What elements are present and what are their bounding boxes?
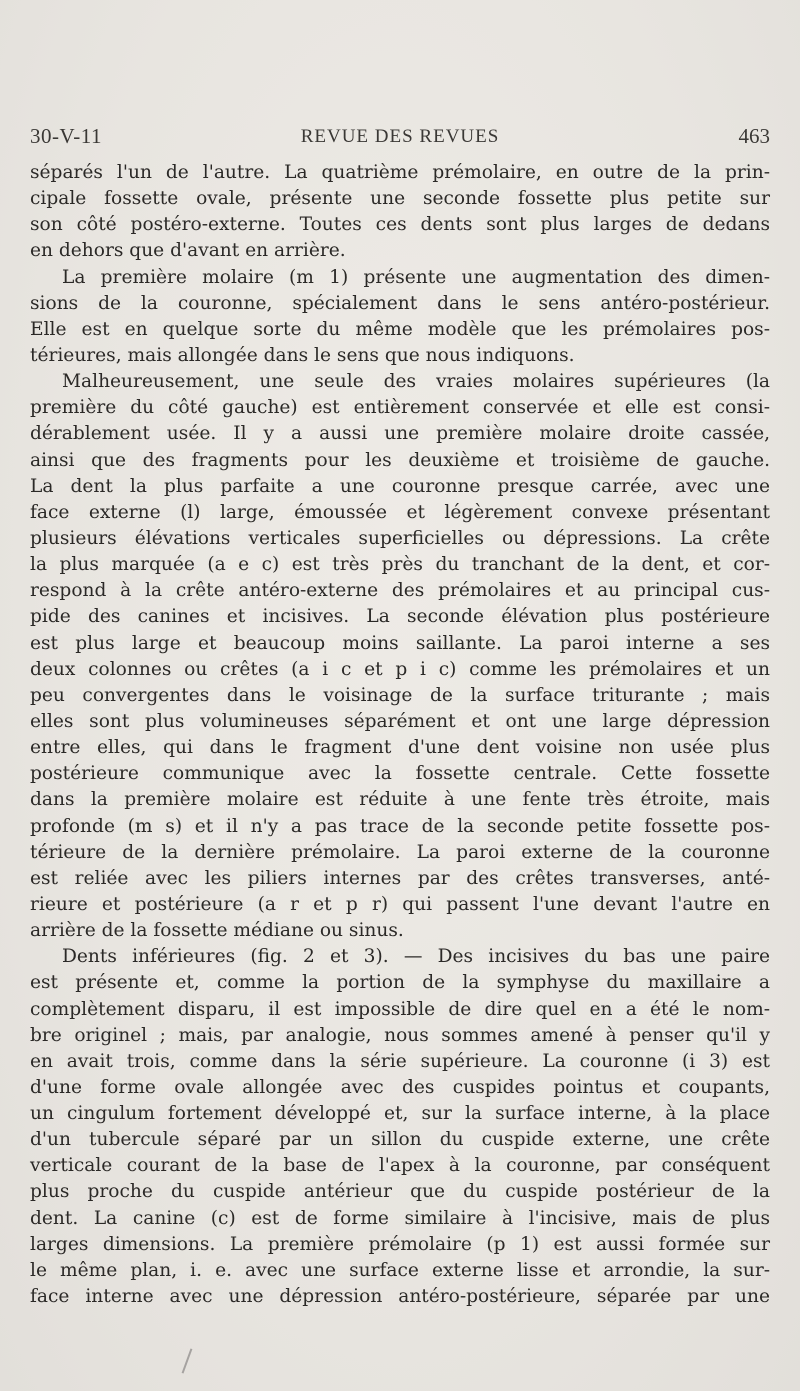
text-line: complètement disparu, il est impossible de dire quel en a été le nom- xyxy=(30,998,770,1020)
text-line: Elle est en quelque sorte du même modèle que les prémolaires pos- xyxy=(30,318,770,340)
text-line: Malheureusement, une seule des vraies molaires supérieures (la xyxy=(62,371,770,393)
text-line: sions de la couronne, spécialement dans le sens antéro-postérieur. xyxy=(30,292,770,314)
text-line: ainsi que des fragments pour les deuxième et troisième de gauche. xyxy=(30,449,770,471)
text-line: en avait trois, comme dans la série supérieure. La couronne (i 3) est xyxy=(30,1050,770,1072)
text-line: postérieure communique avec la fossette centrale. Cette fossette xyxy=(30,763,770,785)
text-line: est présente et, comme la portion de la symphyse du maxillaire a xyxy=(30,972,770,994)
text-line: son côté postéro-externe. Toutes ces dents sont plus larges de dedans xyxy=(30,214,770,236)
text-line: dent. La canine (c) est de forme similaire à l'incisive, mais de plus xyxy=(30,1207,770,1229)
volume-date: 30-V-11 xyxy=(30,124,102,148)
text-line: face externe (l) large, émoussée et légèrement convexe présentant xyxy=(30,501,770,523)
text-line: peu convergentes dans le voisinage de la surface triturante ; mais xyxy=(30,684,770,706)
text-line: dans la première molaire est réduite à une fente très étroite, mais xyxy=(30,789,770,811)
text-line: est plus large et beaucoup moins saillante. La paroi interne a ses xyxy=(30,632,770,654)
text-line: arrière de la fossette médiane ou sinus. xyxy=(30,920,404,942)
text-line: plusieurs élévations verticales superficielles ou dépressions. La crête xyxy=(30,527,770,549)
text-line: La dent la plus parfaite a une couronne presque carrée, avec une xyxy=(30,475,770,497)
text-line: deux colonnes ou crêtes (a i c et p i c) comme les prémolaires et un xyxy=(30,658,770,680)
body-text xyxy=(30,160,770,1310)
journal-title: REVUE DES REVUES xyxy=(300,126,500,147)
text-line: verticale courant de la base de l'apex à la couronne, par conséquent xyxy=(30,1155,770,1177)
text-line: térieures, mais allongée dans le sens que nous indiquons. xyxy=(30,344,575,366)
text-line: dérablement usée. Il y a aussi une première molaire droite cassée, xyxy=(30,423,770,445)
text-line: térieure de la dernière prémolaire. La paroi externe de la couronne xyxy=(30,841,770,863)
text-line: La première molaire (m 1) présente une augmentation des dimen- xyxy=(62,266,770,288)
text-line: en dehors que d'avant en arrière. xyxy=(30,240,346,262)
text-line: cipale fossette ovale, présente une seconde fossette plus petite sur xyxy=(30,188,770,210)
text-line: face interne avec une dépression antéro-postérieure, séparée par une xyxy=(30,1286,770,1308)
text-line: elles sont plus volumineuses séparément et ont une large dépression xyxy=(30,710,770,732)
text-line: profonde (m s) et il n'y a pas trace de la seconde petite fossette pos- xyxy=(30,815,770,837)
text-line: plus proche du cuspide antérieur que du cuspide postérieur de la xyxy=(30,1181,770,1203)
text-line: d'une forme ovale allongée avec des cuspides pointus et coupants, xyxy=(30,1076,770,1098)
text-line: un cingulum fortement développé et, sur la surface interne, à la place xyxy=(30,1103,770,1125)
text-line: le même plan, i. e. avec une surface externe lisse et arrondie, la sur- xyxy=(30,1259,770,1281)
text-line: première du côté gauche) est entièrement conservée et elle est consi- xyxy=(30,397,770,419)
running-header xyxy=(30,124,770,154)
text-line: pide des canines et incisives. La seconde élévation plus postérieure xyxy=(30,606,770,628)
text-line: Dents inférieures (fig. 2 et 3). — Des incisives du bas une paire xyxy=(62,946,770,968)
pencil-mark xyxy=(182,1348,193,1373)
text-line: est reliée avec les piliers internes par des crêtes transverses, anté- xyxy=(30,867,770,889)
page-number: 463 xyxy=(738,124,770,148)
text-line: entre elles, qui dans le fragment d'une dent voisine non usée plus xyxy=(30,737,770,759)
text-line: rieure et postérieure (a r et p r) qui passent l'une devant l'autre en xyxy=(30,893,770,915)
text-line: la plus marquée (a e c) est très près du tranchant de la dent, et cor- xyxy=(30,554,770,576)
text-line: larges dimensions. La première prémolaire (p 1) est aussi formée sur xyxy=(30,1233,770,1255)
text-line: respond à la crête antéro-externe des prémolaires et au principal cus- xyxy=(30,580,770,602)
text-line: bre originel ; mais, par analogie, nous sommes amené à penser qu'il y xyxy=(30,1024,770,1046)
text-line: séparés l'un de l'autre. La quatrième prémolaire, en outre de la prin- xyxy=(30,162,770,183)
text-line: d'un tubercule séparé par un sillon du cuspide externe, une crête xyxy=(30,1129,770,1151)
